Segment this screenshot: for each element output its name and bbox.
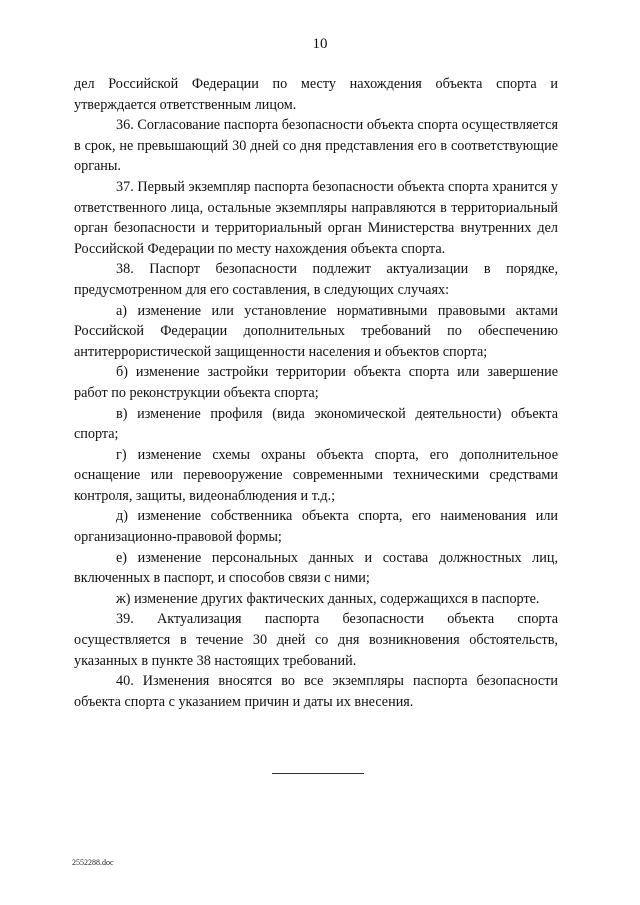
paragraph-38: 38. Паспорт безопасности подлежит актуализации в порядке, предусмотренном для его составления, в следующих случаях: [74,261,558,298]
paragraph-39: 39. Актуализация паспорта безопасности объекта спорта осуществляется в течение 30 дней со дня возникновения обстоятельств, указанных в пункте 38 настоящих требований. [74,611,558,669]
list-item-zh: ж) изменение других фактических данных, содержащихся в паспорте. [116,590,540,607]
paragraph-36: 36. Согласование паспорта безопасности объекта спорта осуществляется в срок, не превышающий 30 дней со дня представления его в соответствующие органы. [74,117,558,175]
list-item-b: б) изменение застройки территории объекта спорта или завершение работ по реконструкции объекта спорта; [74,364,558,401]
page-number: 10 [312,36,328,52]
paragraph-40: 40. Изменения вносятся во все экземпляры паспорта безопасности объекта спорта с указанием причин и даты их внесения. [74,673,558,710]
document-body [74,74,558,712]
list-item-g: г) изменение схемы охраны объекта спорта, его дополнительное оснащение или перевооружение современными техническими средствами контроля, защиты, видеонаблюдения и т.д.; [74,446,558,504]
paragraph-37: 37. Первый экземпляр паспорта безопасности объекта спорта хранится у ответственного лица, остальные экземпляры направляются в территориальный орган безопасности и территориальный орган Министерства внутренних дел Российской Федерации по месту нахождения объекта спорта. [74,178,558,257]
list-item-e: е) изменение персональных данных и состава должностных лиц, включенных в паспорт, и способов связи с ними; [74,549,558,587]
paragraph-continuation: дел Российской Федерации по месту нахождения объекта спорта и утверждается ответственным лицом. [74,76,558,113]
list-item-d: д) изменение собственника объекта спорта, его наименования или организационно-правовой формы; [74,508,558,546]
document-file-id: 2552288.doc [72,858,114,867]
end-of-text-rule [272,773,364,774]
list-item-a: а) изменение или установление нормативными правовыми актами Российской Федерации дополнительных требований по обеспечению антитеррористической защищенности населения и объектов спорта; [74,302,558,360]
list-item-v: в) изменение профиля (вида экономической деятельности) объекта спорта; [74,405,558,443]
